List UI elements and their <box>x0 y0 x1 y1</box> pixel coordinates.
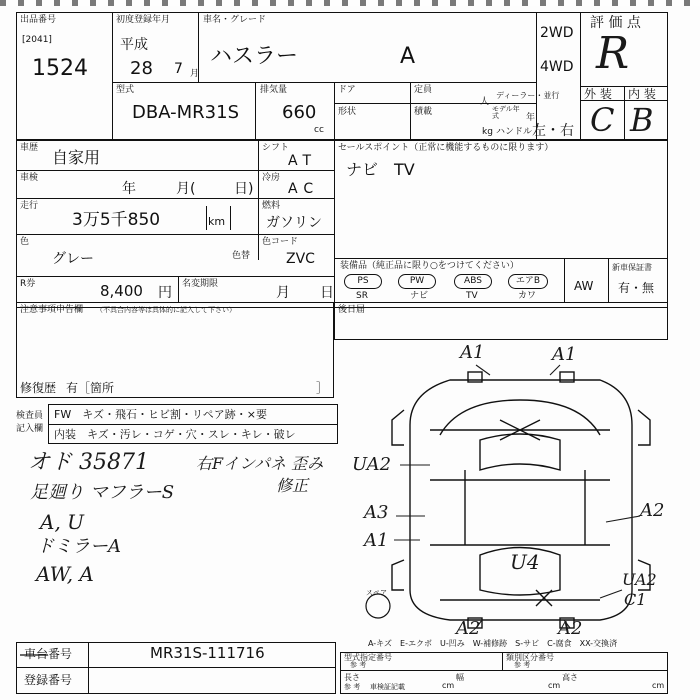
interior-label: 内 装 <box>628 87 656 101</box>
model-year-label: モデル年式 <box>492 105 520 120</box>
width-label: 幅 <box>456 673 464 682</box>
color-value: グレー <box>52 251 94 267</box>
exterior-label: 外 装 <box>584 87 612 101</box>
kg-unit: kg <box>482 127 493 137</box>
year-unit: 年 <box>526 113 536 123</box>
sales-point-value: ナビ TV <box>346 160 415 179</box>
handle-label: ハンドル <box>496 127 533 137</box>
ac-label: 冷房 <box>262 173 281 183</box>
rating-label: 評 価 点 <box>590 15 641 31</box>
drive-4wd: 4WD <box>540 59 574 75</box>
equip-sr: SR <box>356 291 368 301</box>
capacity-label: 定員 <box>414 85 433 95</box>
handle-value: 左・右 <box>532 123 574 139</box>
mileage-label: 走行 <box>20 201 39 211</box>
interior-row: 内装 キズ・汚レ・コゲ・穴・スレ・キレ・破レ <box>54 428 296 441</box>
mark-a1-right: A1 <box>552 344 577 365</box>
mark-a2-rear-right: A2 <box>558 618 583 639</box>
color-label: 色 <box>20 237 30 247</box>
repair-close: ］ <box>316 381 329 395</box>
first-reg-label: 初度登録年月 <box>116 15 171 25</box>
model-label: 車名・グレード <box>203 15 267 25</box>
equip-abs: ABS <box>454 274 492 289</box>
mileage-unit: km <box>208 215 226 228</box>
new-car-label: 新車保証書 <box>612 263 652 272</box>
recycle-value: 8,400 <box>100 282 143 300</box>
recycle-label: R券 <box>20 279 36 289</box>
type-code: DBA-MR31S <box>132 102 239 123</box>
inspector-label: 検査員記入欄 <box>16 411 44 434</box>
car-name: ハスラー <box>210 44 299 69</box>
mark-a1-side: A1 <box>364 530 389 551</box>
category-label: 類別区分番号 <box>506 653 554 662</box>
notes-sub: （不具合内容等は具体的に記入して下さい） <box>96 306 236 314</box>
equip-tv: TV <box>466 291 478 301</box>
inspection-label: 車検 <box>20 173 39 183</box>
reg-month: 7 <box>174 61 183 77</box>
spare-label: スペア <box>366 589 387 597</box>
hw-dash: 右Fインパネ 歪み <box>196 454 324 473</box>
mark-ua2-right: UA2 <box>622 570 657 589</box>
sales-point-label: セールスポイント（正常に機能するものに限ります） <box>338 143 554 153</box>
color-code-label: 色コード <box>262 237 299 247</box>
lot-label: 出品番号 <box>20 15 57 25</box>
mark-u4: U4 <box>510 550 540 574</box>
interior-grade: B <box>630 101 654 139</box>
mark-a2-rear-left: A2 <box>456 618 481 639</box>
fw-row: FW キズ・飛石・ヒビ割・リペア跡・×要 <box>54 408 267 421</box>
mark-c1: C1 <box>624 590 647 609</box>
history-value: 自家用 <box>52 148 101 167</box>
door-label: ドア <box>338 85 356 95</box>
spare-tire-icon <box>366 594 390 618</box>
length-label: 長さ <box>344 673 360 682</box>
equip-navi: ナビ <box>410 291 429 301</box>
length-unit: cm <box>442 681 455 690</box>
ac-value: AC <box>288 181 320 197</box>
equip-pw: PW <box>398 274 436 289</box>
mileage-value: 3万5千850 <box>72 210 161 230</box>
notes-label: 注意事項申告欄 <box>20 305 84 315</box>
mark-leaders <box>394 365 640 628</box>
reg-label: 登録番号 <box>24 673 73 687</box>
hw-mirror: ドミラーA <box>36 536 121 557</box>
equipment-label: 装備品（純正品に限り○をつけてください） <box>340 261 519 271</box>
lot-sub: [2041] <box>22 35 52 45</box>
hw-aw: AW, A <box>36 562 94 586</box>
grade: A <box>400 44 416 69</box>
fuel-label: 燃料 <box>262 201 281 211</box>
cc-unit: cc <box>314 125 324 135</box>
inspection-year: 年 <box>122 181 136 197</box>
mark-ua2-left: UA2 <box>352 454 392 475</box>
new-car-value: 有・無 <box>618 281 655 295</box>
mark-a1-left: A1 <box>460 342 485 363</box>
reference-2: 参 考 <box>514 661 531 669</box>
hw-au: A, U <box>40 510 85 534</box>
name-change-label: 名変期限 <box>182 279 219 289</box>
inspection-day: 日) <box>234 181 254 197</box>
reference-3: 参 考 <box>344 683 361 691</box>
history-label: 車歴 <box>20 143 39 153</box>
back-seat-label: 後日届 <box>338 305 366 315</box>
recycle-unit: 円 <box>158 285 172 301</box>
equip-leather: カワ <box>518 291 537 301</box>
hw-odo: オド 35871 <box>28 450 149 475</box>
displacement-label: 排気量 <box>260 85 288 95</box>
equip-airbag: エアB <box>508 274 548 289</box>
lot-number: 1524 <box>32 56 88 81</box>
color-code-value: ZVC <box>286 251 315 267</box>
drive-2wd: 2WD <box>540 25 574 41</box>
rating-value: R <box>596 28 630 79</box>
repair-value: 有［箇所 <box>66 381 115 395</box>
color-change-label: 色替 <box>232 251 251 261</box>
cert-capacity-label: 車検証記載 <box>370 683 405 691</box>
width-unit: cm <box>548 681 561 690</box>
type-designation-label: 型式指定番号 <box>344 653 392 662</box>
hw-suspension: 足廻り マフラーS <box>30 482 175 503</box>
exterior-grade: C <box>590 101 615 139</box>
equip-ps: PS <box>344 274 382 289</box>
fuel-value: ガソリン <box>266 215 322 231</box>
dealer-label: ディーラー・並行 <box>496 91 560 100</box>
month-unit: 月 <box>190 69 200 79</box>
shape-label: 形状 <box>338 107 357 117</box>
load-label: 積載 <box>414 107 433 117</box>
height-label: 高さ <box>562 673 578 682</box>
shift-value: AT <box>288 153 318 169</box>
reg-year: 28 <box>130 58 153 79</box>
inspection-month: 月( <box>176 181 196 197</box>
equip-aw: AW <box>574 279 594 293</box>
mark-a2-right: A2 <box>640 500 665 521</box>
shift-label: シフト <box>262 143 290 153</box>
era: 平成 <box>120 37 148 53</box>
repair-label: 修復歴 <box>20 381 57 395</box>
mark-a3: A3 <box>364 502 389 523</box>
chassis-label: 車台番号 <box>24 647 73 661</box>
name-change-day: 日 <box>320 285 334 301</box>
hw-fix: 修正 <box>276 476 309 495</box>
reference-1: 参 考 <box>350 661 367 669</box>
capacity-unit: 人 <box>480 97 490 107</box>
displacement-value: 660 <box>282 102 317 123</box>
car-outline <box>392 372 650 628</box>
type-label: 型式 <box>116 85 135 95</box>
height-unit: cm <box>652 681 665 690</box>
chassis-value: MR31S-111716 <box>150 644 265 662</box>
damage-legend: A-キズ E-エクボ U-凹み W-補修跡 S-サビ C-腐食 XX-交換済 <box>368 639 618 648</box>
name-change-month: 月 <box>276 285 290 301</box>
